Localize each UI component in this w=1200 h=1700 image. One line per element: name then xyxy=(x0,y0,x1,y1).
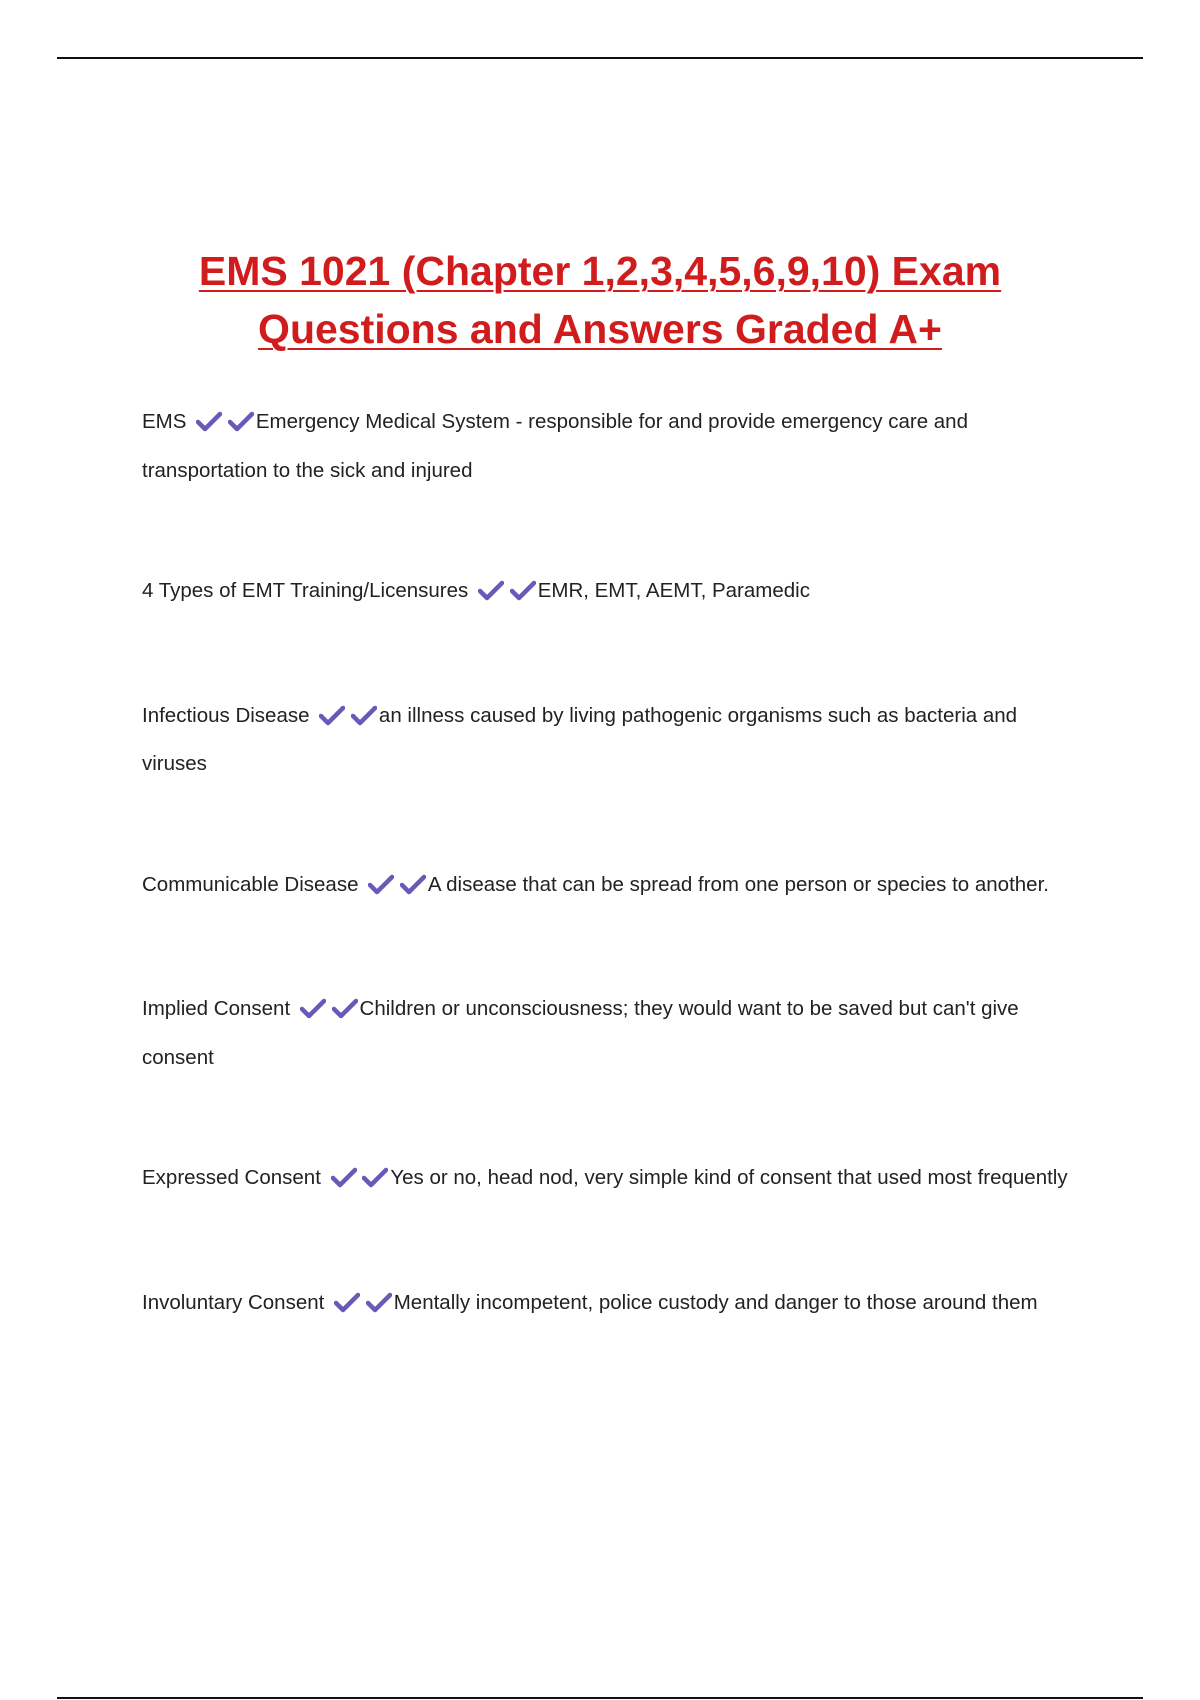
qa-term: Implied Consent xyxy=(142,997,291,1020)
qa-entry xyxy=(142,863,1082,912)
check-mark-icon xyxy=(319,704,345,726)
bottom-divider xyxy=(57,1697,1143,1699)
qa-definition: Children or unconsciousness; they would want to be saved but can't give consent xyxy=(142,997,1019,1069)
check-pair xyxy=(368,867,426,912)
check-mark-icon xyxy=(366,1291,392,1313)
check-pair xyxy=(196,404,254,449)
check-mark-icon xyxy=(300,997,326,1019)
qa-term: Infectious Disease xyxy=(142,703,310,727)
qa-term: Involuntary Consent xyxy=(142,1290,325,1314)
check-mark-icon xyxy=(332,997,358,1019)
qa-entry xyxy=(142,1156,1082,1205)
check-mark-icon xyxy=(351,704,377,726)
qa-entry xyxy=(142,569,1082,618)
qa-term: 4 Types of EMT Training/Licensures xyxy=(142,579,469,602)
check-pair xyxy=(319,698,377,743)
check-mark-icon xyxy=(331,1166,357,1188)
check-mark-icon xyxy=(196,410,222,432)
qa-entry xyxy=(142,987,1082,1080)
qa-definition: A disease that can be spread from one person or species to another. xyxy=(427,872,1049,896)
qa-term: Communicable Disease xyxy=(142,872,359,896)
top-divider xyxy=(57,57,1143,59)
qa-list xyxy=(142,400,1082,1329)
qa-definition: an illness caused by living pathogenic organisms such as bacteria and viruses xyxy=(142,703,1018,775)
qa-entry xyxy=(142,400,1082,493)
qa-definition: EMR, EMT, AEMT, Paramedic xyxy=(537,579,810,602)
qa-term: EMS xyxy=(142,410,187,433)
qa-entry xyxy=(142,694,1082,787)
check-mark-icon xyxy=(368,873,394,895)
document-title: EMS 1021 (Chapter 1,2,3,4,5,6,9,10) Exam Questions and Answers Graded A+ xyxy=(198,248,1002,353)
check-pair xyxy=(331,1160,389,1205)
qa-definition: Yes or no, head nod, very simple kind of consent that used most frequently xyxy=(390,1166,1068,1189)
qa-entry xyxy=(142,1281,1082,1330)
check-pair xyxy=(334,1285,392,1330)
check-mark-icon xyxy=(400,873,426,895)
qa-definition: Mentally incompetent, police custody and danger to those around them xyxy=(393,1290,1038,1314)
check-mark-icon xyxy=(478,579,504,601)
check-mark-icon xyxy=(362,1166,388,1188)
qa-definition: Emergency Medical System - responsible for and provide emergency care and transportation to the sick and injured xyxy=(142,410,968,482)
check-mark-icon xyxy=(334,1291,360,1313)
check-pair xyxy=(300,991,358,1036)
check-mark-icon xyxy=(228,410,254,432)
check-pair xyxy=(478,573,536,618)
check-mark-icon xyxy=(510,579,536,601)
qa-term: Expressed Consent xyxy=(142,1166,321,1189)
